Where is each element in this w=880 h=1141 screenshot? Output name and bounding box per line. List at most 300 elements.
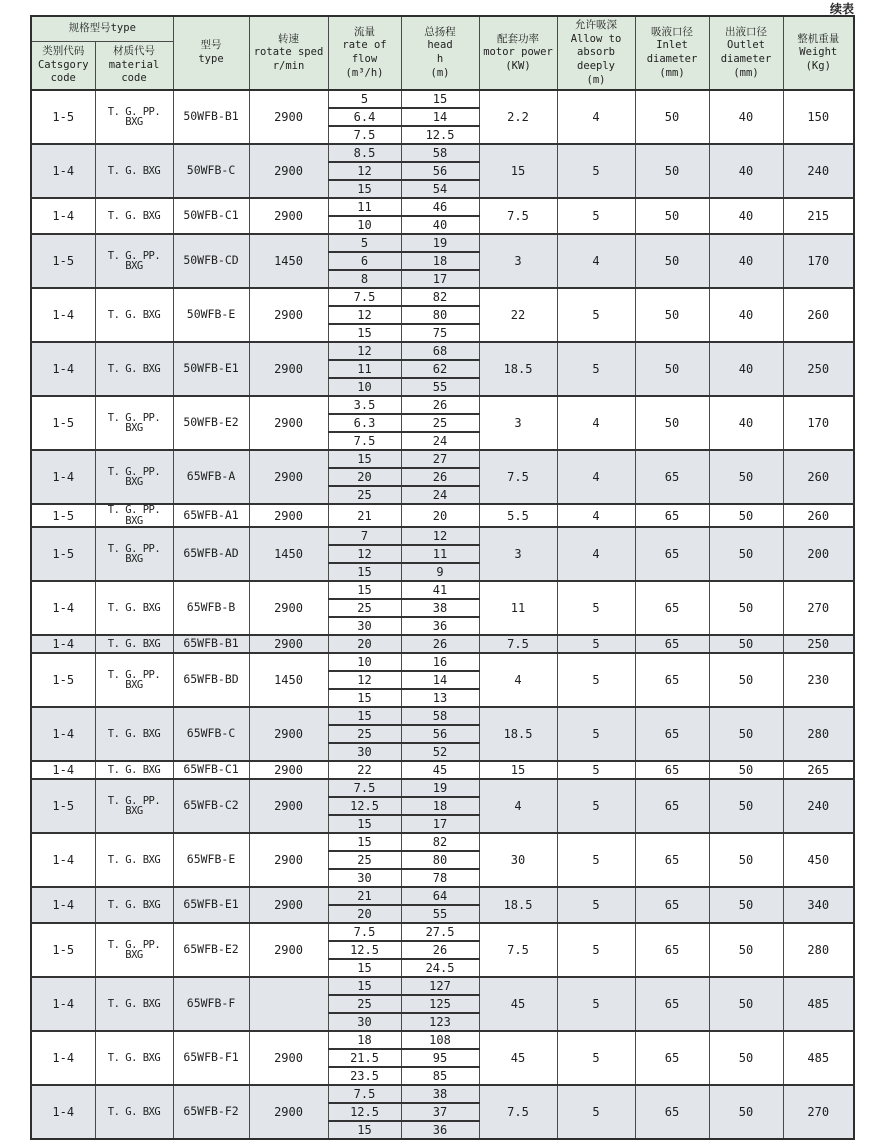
model-cell: 50WFB-E2: [173, 396, 249, 450]
material-cell: T. G. BXG: [95, 977, 173, 1031]
outlet-cell: 40: [709, 234, 783, 288]
head-cell: 45: [401, 761, 479, 779]
pump-row-65WFB-AD-sub1: [31, 527, 854, 545]
head-cell: 12: [401, 527, 479, 545]
power-cell: 22: [479, 288, 557, 342]
power-cell: 15: [479, 761, 557, 779]
weight-cell: 240: [783, 779, 854, 833]
material-cell: T. G. BXG: [95, 144, 173, 198]
outlet-cell: 50: [709, 635, 783, 653]
pump-row-65WFB-B-sub1: [31, 581, 854, 599]
continued-table-label: 续表: [829, 2, 854, 16]
pump-row-65WFB-C1-sub1: [31, 761, 854, 779]
header-outlet-diameter: 出液口径 Outlet diameter (mm): [709, 16, 783, 90]
outlet-cell: 40: [709, 144, 783, 198]
material-cell: T. G. PP. BXG: [95, 923, 173, 977]
head-cell: 38: [401, 1085, 479, 1103]
speed-cell: 2900: [249, 504, 328, 527]
absorb-cell: 5: [557, 342, 635, 396]
category-cell: 1-4: [31, 1031, 95, 1085]
header-material-code: 材质代号 material code: [95, 41, 173, 90]
outlet-cell: 40: [709, 90, 783, 144]
material-cell: T. G. PP. BXG: [95, 653, 173, 707]
weight-cell: 260: [783, 504, 854, 527]
speed-cell: 2900: [249, 144, 328, 198]
head-cell: 18: [401, 797, 479, 815]
flow-cell: 8: [328, 270, 401, 288]
head-cell: 24: [401, 432, 479, 450]
head-cell: 15: [401, 90, 479, 108]
material-cell: T. G. PP. BXG: [95, 779, 173, 833]
pump-row-65WFB-B1-sub1: [31, 635, 854, 653]
flow-cell: 30: [328, 617, 401, 635]
absorb-cell: 4: [557, 450, 635, 504]
flow-cell: 7.5: [328, 126, 401, 144]
head-cell: 56: [401, 162, 479, 180]
head-cell: 26: [401, 941, 479, 959]
model-cell: 50WFB-E: [173, 288, 249, 342]
model-cell: 65WFB-C2: [173, 779, 249, 833]
flow-cell: 10: [328, 378, 401, 396]
inlet-cell: 65: [635, 1031, 709, 1085]
pump-row-50WFB-CD-sub1: [31, 234, 854, 252]
head-cell: 40: [401, 216, 479, 234]
material-cell: T. G. PP. BXG: [95, 234, 173, 288]
inlet-cell: 65: [635, 977, 709, 1031]
flow-cell: 30: [328, 1013, 401, 1031]
model-cell: 65WFB-F2: [173, 1085, 249, 1139]
head-cell: 125: [401, 995, 479, 1013]
header-rate-of-flow: 流量 rate of flow (m³/h): [328, 16, 401, 90]
power-cell: 3: [479, 396, 557, 450]
outlet-cell: 50: [709, 887, 783, 923]
weight-cell: 260: [783, 288, 854, 342]
material-cell: T. G. BXG: [95, 1031, 173, 1085]
flow-cell: 5: [328, 234, 401, 252]
pump-row-50WFB-C1-sub1: [31, 198, 854, 216]
model-cell: 65WFB-E1: [173, 887, 249, 923]
weight-cell: 450: [783, 833, 854, 887]
outlet-cell: 50: [709, 761, 783, 779]
head-cell: 36: [401, 617, 479, 635]
model-cell: 50WFB-C1: [173, 198, 249, 234]
weight-cell: 260: [783, 450, 854, 504]
category-cell: 1-5: [31, 396, 95, 450]
flow-cell: 15: [328, 324, 401, 342]
inlet-cell: 65: [635, 833, 709, 887]
weight-cell: 230: [783, 653, 854, 707]
inlet-cell: 65: [635, 761, 709, 779]
absorb-cell: 5: [557, 288, 635, 342]
flow-cell: 12.5: [328, 1103, 401, 1121]
head-cell: 54: [401, 180, 479, 198]
absorb-cell: 5: [557, 833, 635, 887]
category-cell: 1-4: [31, 288, 95, 342]
inlet-cell: 65: [635, 779, 709, 833]
model-cell: 65WFB-B: [173, 581, 249, 635]
flow-cell: 15: [328, 563, 401, 581]
inlet-cell: 50: [635, 342, 709, 396]
weight-cell: 170: [783, 234, 854, 288]
speed-cell: 2900: [249, 1031, 328, 1085]
flow-cell: 15: [328, 450, 401, 468]
head-cell: 26: [401, 468, 479, 486]
flow-cell: 12: [328, 306, 401, 324]
speed-cell: 2900: [249, 396, 328, 450]
inlet-cell: 65: [635, 504, 709, 527]
pump-row-50WFB-B1-sub1: [31, 90, 854, 108]
material-cell: T. G. BXG: [95, 833, 173, 887]
power-cell: 7.5: [479, 635, 557, 653]
flow-cell: 15: [328, 707, 401, 725]
head-cell: 13: [401, 689, 479, 707]
model-cell: 65WFB-A1: [173, 504, 249, 527]
flow-cell: 21.5: [328, 1049, 401, 1067]
head-cell: 68: [401, 342, 479, 360]
head-cell: 64: [401, 887, 479, 905]
category-cell: 1-4: [31, 761, 95, 779]
flow-cell: 25: [328, 486, 401, 504]
weight-cell: 270: [783, 581, 854, 635]
inlet-cell: 65: [635, 707, 709, 761]
flow-cell: 10: [328, 653, 401, 671]
pump-row-65WFB-A-sub1: [31, 450, 854, 468]
weight-cell: 250: [783, 342, 854, 396]
absorb-cell: 5: [557, 198, 635, 234]
speed-cell: 2900: [249, 635, 328, 653]
absorb-cell: 4: [557, 396, 635, 450]
flow-cell: 12: [328, 162, 401, 180]
flow-cell: 7.5: [328, 432, 401, 450]
inlet-cell: 65: [635, 527, 709, 581]
material-cell: T. G. PP. BXG: [95, 90, 173, 144]
flow-cell: 11: [328, 198, 401, 216]
outlet-cell: 40: [709, 198, 783, 234]
header-category-code: 类别代码 Catsgory code: [31, 41, 95, 90]
flow-cell: 20: [328, 905, 401, 923]
flow-cell: 12: [328, 342, 401, 360]
flow-cell: 12: [328, 545, 401, 563]
flow-cell: 12.5: [328, 941, 401, 959]
head-cell: 14: [401, 108, 479, 126]
outlet-cell: 50: [709, 833, 783, 887]
absorb-cell: 5: [557, 653, 635, 707]
pump-row-65WFB-E1-sub1: [31, 887, 854, 905]
absorb-cell: 5: [557, 1085, 635, 1139]
head-cell: 108: [401, 1031, 479, 1049]
absorb-cell: 4: [557, 504, 635, 527]
outlet-cell: 50: [709, 527, 783, 581]
material-cell: T. G. PP. BXG: [95, 450, 173, 504]
flow-cell: 25: [328, 995, 401, 1013]
speed-cell: 2900: [249, 887, 328, 923]
head-cell: 9: [401, 563, 479, 581]
head-cell: 17: [401, 270, 479, 288]
category-cell: 1-4: [31, 581, 95, 635]
flow-cell: 22: [328, 761, 401, 779]
pump-row-50WFB-C-sub1: [31, 144, 854, 162]
head-cell: 82: [401, 288, 479, 306]
header-head: 总扬程 head h (m): [401, 16, 479, 90]
absorb-cell: 4: [557, 527, 635, 581]
power-cell: 45: [479, 977, 557, 1031]
flow-cell: 12.5: [328, 797, 401, 815]
head-cell: 12.5: [401, 126, 479, 144]
model-cell: 50WFB-E1: [173, 342, 249, 396]
power-cell: 18.5: [479, 707, 557, 761]
head-cell: 78: [401, 869, 479, 887]
flow-cell: 15: [328, 1121, 401, 1139]
outlet-cell: 50: [709, 504, 783, 527]
flow-cell: 15: [328, 689, 401, 707]
header-weight: 整机重量 Weight (Kg): [783, 16, 854, 90]
head-cell: 37: [401, 1103, 479, 1121]
category-cell: 1-5: [31, 779, 95, 833]
head-cell: 58: [401, 144, 479, 162]
model-cell: 65WFB-B1: [173, 635, 249, 653]
head-cell: 75: [401, 324, 479, 342]
power-cell: 4: [479, 653, 557, 707]
speed-cell: 2900: [249, 923, 328, 977]
model-cell: 65WFB-C: [173, 707, 249, 761]
category-cell: 1-4: [31, 833, 95, 887]
power-cell: 7.5: [479, 1085, 557, 1139]
speed-cell: 1450: [249, 653, 328, 707]
header-model: 型号 type: [173, 16, 249, 90]
material-cell: T. G. PP. BXG: [95, 396, 173, 450]
outlet-cell: 50: [709, 581, 783, 635]
inlet-cell: 65: [635, 653, 709, 707]
weight-cell: 280: [783, 707, 854, 761]
model-cell: 65WFB-BD: [173, 653, 249, 707]
power-cell: 2.2: [479, 90, 557, 144]
head-cell: 46: [401, 198, 479, 216]
outlet-cell: 50: [709, 1031, 783, 1085]
flow-cell: 11: [328, 360, 401, 378]
pump-row-65WFB-C2-sub1: [31, 779, 854, 797]
flow-cell: 8.5: [328, 144, 401, 162]
head-cell: 80: [401, 851, 479, 869]
power-cell: 7.5: [479, 198, 557, 234]
flow-cell: 15: [328, 815, 401, 833]
category-cell: 1-5: [31, 653, 95, 707]
absorb-cell: 5: [557, 707, 635, 761]
flow-cell: 30: [328, 743, 401, 761]
inlet-cell: 50: [635, 288, 709, 342]
head-cell: 14: [401, 671, 479, 689]
weight-cell: 485: [783, 1031, 854, 1085]
outlet-cell: 50: [709, 923, 783, 977]
material-cell: T. G. PP. BXG: [95, 527, 173, 581]
head-cell: 62: [401, 360, 479, 378]
inlet-cell: 65: [635, 923, 709, 977]
header-inlet-diameter: 吸液口径 Inlet diameter (mm): [635, 16, 709, 90]
flow-cell: 25: [328, 599, 401, 617]
flow-cell: 5: [328, 90, 401, 108]
category-cell: 1-5: [31, 504, 95, 527]
pump-row-50WFB-E-sub1: [31, 288, 854, 306]
flow-cell: 25: [328, 851, 401, 869]
speed-cell: 2900: [249, 450, 328, 504]
flow-cell: 7.5: [328, 288, 401, 306]
head-cell: 95: [401, 1049, 479, 1067]
speed-cell: 1450: [249, 234, 328, 288]
weight-cell: 215: [783, 198, 854, 234]
power-cell: 15: [479, 144, 557, 198]
speed-cell: 2900: [249, 342, 328, 396]
material-cell: T. G. BXG: [95, 887, 173, 923]
absorb-cell: 5: [557, 635, 635, 653]
flow-cell: 15: [328, 180, 401, 198]
header-absorb-depth: 允许吸深 Allow to absorb deeply (m): [557, 16, 635, 90]
material-cell: T. G. BXG: [95, 635, 173, 653]
category-cell: 1-5: [31, 527, 95, 581]
speed-cell: 2900: [249, 90, 328, 144]
weight-cell: 200: [783, 527, 854, 581]
model-cell: 65WFB-F1: [173, 1031, 249, 1085]
weight-cell: 485: [783, 977, 854, 1031]
weight-cell: 265: [783, 761, 854, 779]
category-cell: 1-4: [31, 707, 95, 761]
header-rotate-speed: 转速 rotate sped r/min: [249, 16, 328, 90]
flow-cell: 10: [328, 216, 401, 234]
flow-cell: 7.5: [328, 1085, 401, 1103]
category-cell: 1-4: [31, 198, 95, 234]
category-cell: 1-5: [31, 234, 95, 288]
speed-cell: 2900: [249, 761, 328, 779]
pump-row-65WFB-F2-sub1: [31, 1085, 854, 1103]
power-cell: 18.5: [479, 342, 557, 396]
header-spec-group: 规格型号type: [31, 16, 173, 41]
flow-cell: 15: [328, 833, 401, 851]
head-cell: 19: [401, 779, 479, 797]
absorb-cell: 5: [557, 1031, 635, 1085]
flow-cell: 15: [328, 581, 401, 599]
header-motor-power: 配套功率 motor power (KW): [479, 16, 557, 90]
head-cell: 58: [401, 707, 479, 725]
head-cell: 127: [401, 977, 479, 995]
head-cell: 27.5: [401, 923, 479, 941]
inlet-cell: 65: [635, 450, 709, 504]
speed-cell: 2900: [249, 1085, 328, 1139]
category-cell: 1-4: [31, 144, 95, 198]
flow-cell: 23.5: [328, 1067, 401, 1085]
pump-row-65WFB-C-sub1: [31, 707, 854, 725]
flow-cell: 7.5: [328, 923, 401, 941]
category-cell: 1-5: [31, 923, 95, 977]
category-cell: 1-4: [31, 342, 95, 396]
flow-cell: 21: [328, 887, 401, 905]
absorb-cell: 5: [557, 761, 635, 779]
model-cell: 65WFB-C1: [173, 761, 249, 779]
outlet-cell: 40: [709, 288, 783, 342]
head-cell: 55: [401, 905, 479, 923]
speed-cell: 2900: [249, 707, 328, 761]
material-cell: T. G. BXG: [95, 342, 173, 396]
inlet-cell: 50: [635, 144, 709, 198]
flow-cell: 12: [328, 671, 401, 689]
model-cell: 65WFB-E2: [173, 923, 249, 977]
flow-cell: 3.5: [328, 396, 401, 414]
category-cell: 1-4: [31, 635, 95, 653]
head-cell: 26: [401, 396, 479, 414]
power-cell: 5.5: [479, 504, 557, 527]
power-cell: 3: [479, 527, 557, 581]
outlet-cell: 50: [709, 653, 783, 707]
outlet-cell: 50: [709, 977, 783, 1031]
outlet-cell: 50: [709, 707, 783, 761]
outlet-cell: 40: [709, 342, 783, 396]
flow-cell: 7.5: [328, 779, 401, 797]
head-cell: 19: [401, 234, 479, 252]
pump-row-65WFB-E-sub1: [31, 833, 854, 851]
category-cell: 1-4: [31, 887, 95, 923]
category-cell: 1-4: [31, 1085, 95, 1139]
weight-cell: 340: [783, 887, 854, 923]
inlet-cell: 65: [635, 581, 709, 635]
power-cell: 11: [479, 581, 557, 635]
absorb-cell: 4: [557, 90, 635, 144]
head-cell: 24.5: [401, 959, 479, 977]
table-body: [31, 90, 854, 1139]
category-cell: 1-4: [31, 450, 95, 504]
material-cell: T. G. BXG: [95, 198, 173, 234]
material-cell: T. G. BXG: [95, 707, 173, 761]
power-cell: 7.5: [479, 923, 557, 977]
material-cell: T. G. PP. BXG: [95, 504, 173, 527]
flow-cell: 18: [328, 1031, 401, 1049]
table-header: [31, 16, 854, 90]
weight-cell: 240: [783, 144, 854, 198]
pump-row-50WFB-E1-sub1: [31, 342, 854, 360]
head-cell: 41: [401, 581, 479, 599]
head-cell: 52: [401, 743, 479, 761]
flow-cell: 6.3: [328, 414, 401, 432]
head-cell: 85: [401, 1067, 479, 1085]
head-cell: 11: [401, 545, 479, 563]
weight-cell: 250: [783, 635, 854, 653]
outlet-cell: 50: [709, 1085, 783, 1139]
inlet-cell: 65: [635, 887, 709, 923]
absorb-cell: 5: [557, 977, 635, 1031]
power-cell: 45: [479, 1031, 557, 1085]
material-cell: T. G. BXG: [95, 581, 173, 635]
outlet-cell: 40: [709, 396, 783, 450]
material-cell: T. G. BXG: [95, 1085, 173, 1139]
speed-cell: 2900: [249, 833, 328, 887]
pump-row-65WFB-F-sub1: [31, 977, 854, 995]
outlet-cell: 50: [709, 450, 783, 504]
flow-cell: 20: [328, 635, 401, 653]
outlet-cell: 50: [709, 779, 783, 833]
material-cell: T. G. BXG: [95, 761, 173, 779]
head-cell: 18: [401, 252, 479, 270]
pump-row-65WFB-BD-sub1: [31, 653, 854, 671]
head-cell: 82: [401, 833, 479, 851]
head-cell: 36: [401, 1121, 479, 1139]
inlet-cell: 50: [635, 234, 709, 288]
head-cell: 56: [401, 725, 479, 743]
power-cell: 4: [479, 779, 557, 833]
pump-row-65WFB-F1-sub1: [31, 1031, 854, 1049]
inlet-cell: 50: [635, 396, 709, 450]
speed-cell: 2900: [249, 198, 328, 234]
model-cell: 65WFB-A: [173, 450, 249, 504]
flow-cell: 7: [328, 527, 401, 545]
flow-cell: 21: [328, 504, 401, 527]
pump-row-65WFB-E2-sub1: [31, 923, 854, 941]
speed-cell: 2900: [249, 779, 328, 833]
